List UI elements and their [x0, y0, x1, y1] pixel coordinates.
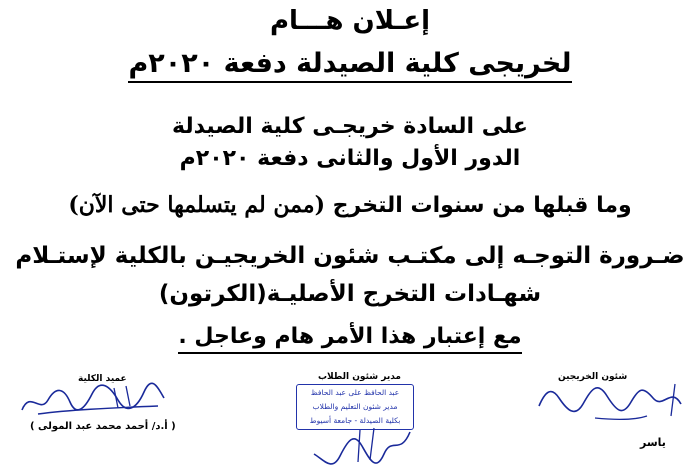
body-line-6 [0, 326, 700, 348]
student-affairs-signature-icon [300, 426, 420, 466]
graduate-affairs-name: ياسر [640, 436, 666, 449]
student-affairs-label: مدير شئون الطلاب [318, 372, 401, 382]
body-line-2: الدور الأول والثانى دفعة ٢٠٢٠م [179, 146, 521, 171]
body-line-5: شهـادات التخرج الأصليـة(الكرتون) [158, 281, 542, 307]
body-line-3-prefix: وما قبلها من سنوات التخرج [332, 193, 632, 218]
stamp-line-2: مدير شئون التعليم والطلاب [312, 402, 398, 411]
announcement-subtitle [0, 50, 700, 77]
announcement-title: إعـلان هـــام [269, 6, 431, 36]
official-stamp [296, 384, 414, 430]
subtitle-text: لخريجى كلية الصيدلة دفعة ٢٠٢٠م [128, 48, 571, 83]
body-line-6-text: مع إعتبار هذا الأمر هام وعاجل . [178, 324, 521, 354]
body-line-3-emphasis: (ممن لم يتسلمها حتى الآن) [68, 192, 325, 218]
body-line-4: ضـرورة التوجـه إلى مكتـب شئون الخريجيـن بالكلية لإستـلام [15, 243, 685, 269]
dean-name: ( أ.د/ أحمد محمد عبد المولى ) [30, 421, 176, 432]
body-line-1: على السادة خريجـى كلية الصيدلة [172, 114, 528, 139]
dean-label: عميد الكلية [78, 374, 127, 384]
graduate-affairs-signature-icon [535, 380, 685, 424]
stamp-line-3: بكلية الصيدلة - جامعة أسيوط [309, 416, 401, 425]
graduate-affairs-label: شئون الخريجين [558, 372, 628, 382]
dean-signature-icon [18, 380, 168, 420]
body-line-3 [0, 194, 700, 217]
stamp-line-1: عبد الحافظ على عبد الحافظ [310, 388, 400, 397]
